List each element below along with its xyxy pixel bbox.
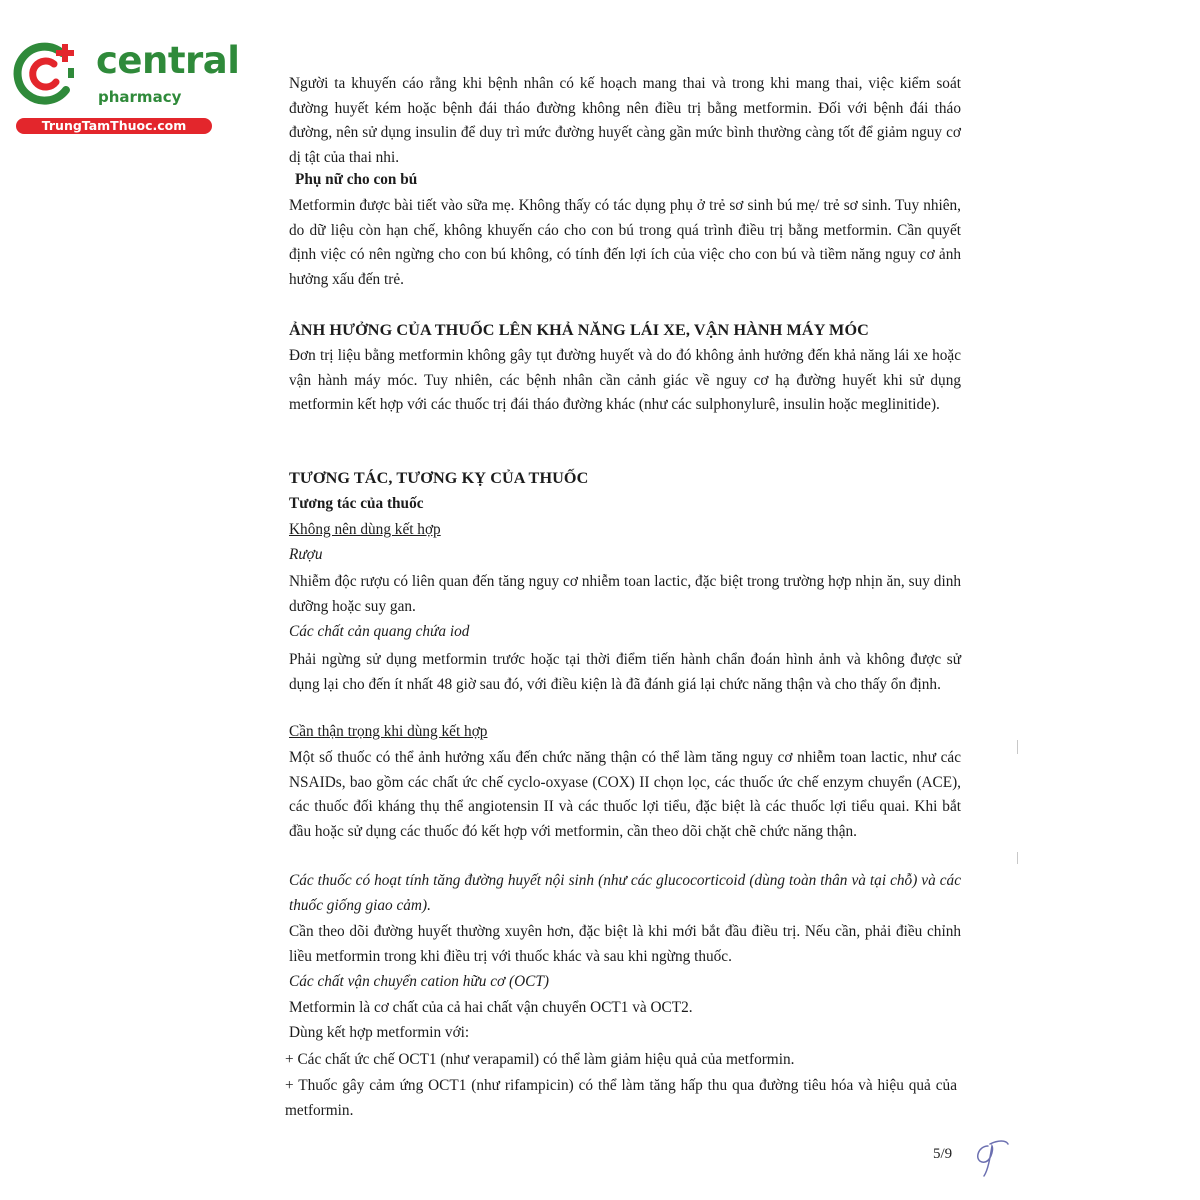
heading-driving: ẢNH HƯỞNG CỦA THUỐC LÊN KHẢ NĂNG LÁI XE, VẬN HÀNH MÁY MÓC <box>289 321 869 339</box>
paragraph-combination-intro: Dùng kết hợp metformin với: <box>289 1024 470 1041</box>
drug-interactions-heading-block <box>289 492 961 516</box>
paragraph-oct1-inducers: + Thuốc gây cảm ứng OCT1 (như rifampicin) có thể làm tăng hấp thu qua đường tiêu hóa và hiệu quả của metformin. <box>285 1077 957 1119</box>
scan-edge-mark <box>1017 740 1018 754</box>
label-contrast-agents: Các chất cản quang chứa iod <box>289 623 470 640</box>
heading-interactions: TƯƠNG TÁC, TƯƠNG KỴ CỦA THUỐC <box>289 469 589 487</box>
page-number: 5/9 <box>933 1146 953 1162</box>
heading-breastfeeding: Phụ nữ cho con bú <box>295 171 418 188</box>
brand-name: central <box>96 39 240 82</box>
label-alcohol: Rượu <box>289 546 323 563</box>
not-combined-block <box>289 518 961 542</box>
contrast-paragraph-block <box>289 648 961 697</box>
caution-block <box>289 720 961 744</box>
combination-intro-block <box>289 1021 961 1046</box>
paragraph-driving: Đơn trị liệu bằng metformin không gây tụt đường huyết và do đó không ảnh hưởng đến khả năng lái xe hoặc vận hành máy móc. Tuy nhiên, các bệnh nhân cần cảnh giác về nguy cơ hạ đường huyết khi sử dụng metformin kết hợp với các thuốc trị đái tháo đường khác (như các sulphonylurê, insulin hoặc meglinitide). <box>289 347 961 414</box>
driving-paragraph-block <box>289 344 961 418</box>
heading-drug-interactions: Tương tác của thuốc <box>289 495 424 512</box>
brand-website: TrungTamThuoc.com <box>16 118 212 134</box>
paragraph-contrast-agents: Phải ngừng sử dụng metformin trước hoặc tại thời điểm tiến hành chẩn đoán hình ảnh và không được sử dụng lại cho đến ít nhất 48 giờ sau đó, với điều kiện là đã đánh giá lại chức năng thận và cho thấy ổn định. <box>289 651 961 693</box>
contrast-label-block <box>289 620 961 644</box>
oct-inducers-block <box>285 1074 957 1123</box>
oct-paragraph-block <box>289 996 961 1021</box>
handwritten-initial-signature <box>964 1138 1010 1180</box>
paragraph-alcohol: Nhiễm độc rượu có liên quan đến tăng nguy cơ nhiễm toan lactic, đặc biệt trong trường hợp nhịn ăn, suy dinh dưỡng hoặc suy gan. <box>289 573 961 615</box>
pharmacy-cross-logo-icon <box>10 38 80 108</box>
pregnancy-paragraph <box>289 72 961 170</box>
oct-label-block <box>289 970 961 994</box>
label-hyperglycemic-drugs: Các thuốc có hoạt tính tăng đường huyết nội sinh (như các glucocorticoid (dùng toàn thân và tại chỗ) và các thuốc giống giao cảm). <box>289 872 961 914</box>
paragraph-breastfeeding: Metformin được bài tiết vào sữa mẹ. Không thấy có tác dụng phụ ở trẻ sơ sinh bú mẹ/ trẻ sơ sinh. Tuy nhiên, do dữ liệu còn hạn chế, không khuyến cáo cho con bú trong quá trình điều trị bằng metformin. Cần quyết định việc có nên ngừng cho con bú không, có tính đến lợi ích của việc cho con bú và tiềm năng nguy cơ ảnh hưởng xấu đến trẻ. <box>289 197 961 288</box>
paragraph-pregnancy: Người ta khuyến cáo rằng khi bệnh nhân có kế hoạch mang thai và trong khi mang thai, việc kiểm soát đường huyết kém hoặc bệnh đái tháo đường không nên điều trị bằng metformin. Đối với bệnh đái tháo đường, nên sử dụng insulin để duy trì mức đường huyết càng gần mức bình thường càng tốt để giảm nguy cơ dị tật của thai nhi. <box>289 75 961 166</box>
label-oct-transporters: Các chất vận chuyển cation hữu cơ (OCT) <box>289 973 549 990</box>
paragraph-oct-substrate: Metformin là cơ chất của cả hai chất vận chuyển OCT1 và OCT2. <box>289 999 693 1016</box>
scan-edge-mark <box>1017 852 1018 864</box>
breastfeeding-heading-block <box>295 168 967 192</box>
paragraph-glucose-monitoring: Cần theo dõi đường huyết thường xuyên hơn, đặc biệt là khi mới bắt đầu điều trị. Nếu cần, phải điều chỉnh liều metformin trong khi điều trị với thuốc khác và sau khi ngừng thuốc. <box>289 923 961 965</box>
paragraph-renal-function: Một số thuốc có thể ảnh hưởng xấu đến chức năng thận có thể làm tăng nguy cơ nhiễm toan lactic, như các NSAIDs, bao gồm các chất ức chế cyclo-oxyase (COX) II chọn lọc, các thuốc ức chế enzym chuyển (ACE), các thuốc đối kháng thụ thể angiotensin II và các thuốc lợi tiểu, đặc biệt là các thuốc lợi tiểu quai. Khi bắt đầu hoặc sử dụng các thuốc đó kết hợp với metformin, cần theo dõi chặt chẽ chức năng thận. <box>289 749 961 840</box>
renal-paragraph-block <box>289 746 961 844</box>
interactions-heading-block <box>289 466 961 490</box>
glucose-monitor-paragraph-block <box>289 920 961 969</box>
alcohol-paragraph-block <box>289 570 961 619</box>
brand-logo <box>10 38 240 138</box>
brand-subtitle: pharmacy <box>98 88 182 106</box>
breastfeeding-paragraph-block <box>289 194 961 292</box>
oct-inhibitors-block <box>285 1048 957 1073</box>
paragraph-oct1-inhibitors: + Các chất ức chế OCT1 (như verapamil) có thể làm giảm hiệu quả của metformin. <box>285 1051 795 1068</box>
subheading-caution: Cần thận trọng khi dùng kết hợp <box>289 723 488 740</box>
subheading-not-combined: Không nên dùng kết hợp <box>289 521 441 538</box>
hyperglycemic-label-block <box>289 868 961 918</box>
driving-heading-block <box>289 318 961 342</box>
alcohol-label-block <box>289 543 961 567</box>
